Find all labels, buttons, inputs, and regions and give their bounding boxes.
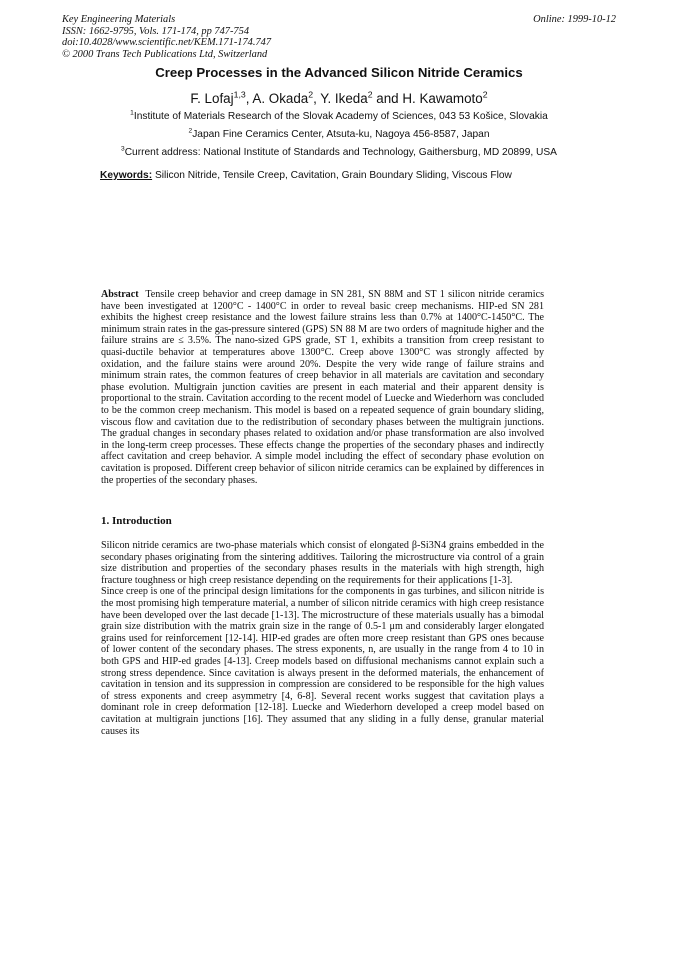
author-list bbox=[0, 91, 678, 106]
author-name: , Y. Ikeda bbox=[313, 91, 368, 106]
keywords-label: Keywords: bbox=[100, 170, 153, 181]
affiliation-mark: 2 bbox=[188, 127, 193, 135]
abstract-text: Tensile creep behavior and creep damage in SN 281, SN 88M and ST 1 silicon nitride ceramics have been investigated at 1200°C - 1400°C in order to reveal basic creep mechanisms. HIP-ed SN 281 exhibits the highest creep resistance and the lowest failure strains less than 0.7% at 1400°C-1450°C. The minimum strain rates in the gas-pressure sintered (GPS) SN 88 M are two orders of magnitude higher and the failure strains are ≤ 3.5%. The nano-sized GPS grade, ST 1, exhibits a transition from creep resistant to quasi-ductile behavior at temperatures above 1300°C. Creep above 1300°C was strongly affected by oxidation, and the failure stains were around 20%. Despite the very wide range of failure strains and minimum strain rates, the common features of creep behavior in all materials are cavitation and secondary phase evolution. Multigrain junction cavities are present in each material and their apparent density is proportional to the strain. Cavitation according to the recent model of Luecke and Wiederhorn was concluded to be the common creep mechanism. This model is based on a repeated sequence of grain boundary sliding, viscous flow and cavitation due to the redistribution of secondary phases between the multigrain junctions. The gradual changes in secondary phases related to oxidation and/or phase transformation are also involved in the long-term creep processes. These effects change the properties of the secondary phases and indirectly affect cavitation and creep behavior. A simple model including the effect of secondary phase evolution on cavitation is proposed. Different creep behavior of silicon nitride ceramics can be explained by differences in the properties of the secondary phases. bbox=[101, 289, 544, 486]
affiliation-text: Japan Fine Ceramics Center, Atsuta-ku, Nagoya 456-8587, Japan bbox=[192, 129, 490, 140]
affiliation-mark: 1 bbox=[130, 109, 134, 117]
issn-line: ISSN: 1662-9795, Vols. 171-174, pp 747-754 bbox=[62, 25, 250, 37]
affiliation-2 bbox=[0, 129, 678, 140]
author-affil-mark: 2 bbox=[482, 89, 488, 100]
author-name: F. Lofaj bbox=[190, 91, 234, 106]
keywords-text: Silicon Nitride, Tensile Creep, Cavitation, Grain Boundary Sliding, Viscous Flow bbox=[154, 170, 512, 181]
affiliation-text: Institute of Materials Research of the Slovak Academy of Sciences, 043 53 Košice, Slovakia bbox=[133, 111, 548, 122]
journal-header bbox=[62, 14, 271, 60]
author-affil-mark: 2 bbox=[308, 89, 314, 100]
intro-paragraph-2: Since creep is one of the principal design limitations for the components in gas turbines, and silicon nitride is the most promising high temperature material, a number of silicon nitride ceramics with high creep resistance have been developed over the last decade [1-13]. The microstructure of these materials usually has a bimodal grain size distribution with the matrix grain size in the range of 0.5-1 μm and considerably larger elongated grains used for reinforcement [12-14]. HIP-ed grades are often more creep resistant than GPS ones because of lower content of the secondary phases. The stress exponents, n, are usually in the range from 4 to 10 in both GPS and HIP-ed grades [4-13]. Creep models based on diffusional mechanisms cannot explain such a strong stress dependence. Since cavitation is always present in the deformed materials, the enhancement of cavitation in tension and its suppression in compression are considered to be responsible for the high values of stress exponents and creep asymmetry [4, 6-8]. Several recent works suggest that cavitation plays a dominant role in creep deformation [12-18]. Luecke and Wiederhorn developed a creep model based on cavitation at multigrain junctions [16]. They assumed that any sliding in a fully dense, granular material causes its bbox=[101, 586, 544, 737]
author-name: , A. Okada bbox=[245, 91, 309, 106]
paper-title: Creep Processes in the Advanced Silicon Nitride Ceramics bbox=[155, 65, 523, 80]
journal-name: Key Engineering Materials bbox=[62, 14, 176, 25]
affiliation-mark: 3 bbox=[121, 145, 125, 153]
section-heading-introduction: 1. Introduction bbox=[101, 515, 172, 527]
author-name: and H. Kawamoto bbox=[372, 91, 483, 106]
copyright-line: © 2000 Trans Tech Publications Ltd, Switzerland bbox=[62, 48, 268, 60]
abstract bbox=[101, 289, 544, 486]
online-date: Online: 1999-10-12 bbox=[533, 14, 616, 25]
affiliation-1 bbox=[0, 111, 678, 122]
abstract-label: Abstract bbox=[101, 289, 139, 300]
affiliation-text: Current address: National Institute of Standards and Technology, Gaithersburg, MD 20899, USA bbox=[124, 147, 557, 158]
doi-line: doi:10.4028/www.scientific.net/KEM.171-174.747 bbox=[62, 37, 272, 49]
introduction-body bbox=[101, 540, 544, 737]
author-affil-mark: 2 bbox=[367, 89, 373, 100]
author-affil-mark: 1,3 bbox=[233, 89, 246, 100]
affiliation-3 bbox=[0, 147, 678, 158]
intro-paragraph-1: Silicon nitride ceramics are two-phase materials which consist of elongated β-Si3N4 grains embedded in the secondary phases originating from the sintering additives. Tailoring the microstructure via control of a grain size distribution and properties of the secondary phases results in the materials with high strength, high fracture toughness or high creep resistance depending on the requirements for their applications [1-3]. bbox=[101, 540, 544, 586]
keywords-line bbox=[100, 170, 512, 181]
